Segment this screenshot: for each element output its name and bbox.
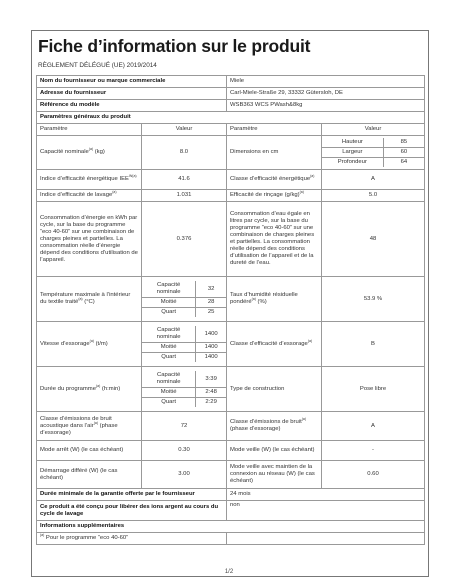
load-label: Moitié [142,343,196,353]
spin-speed-cell [142,322,227,367]
supplier-value: Miele [227,76,425,88]
load-label: Capacité nominale [142,371,196,388]
table-row [37,112,425,124]
regulation-text: RÈGLEMENT DÉLÉGUÉ (UE) 2019/2014 [38,62,157,69]
off-mode-value: 0.30 [142,441,227,461]
table-row [37,533,425,545]
networked-standby-label: Mode veille avec maintien de la connexion au réseau (W) (le cas échéant) [227,461,322,489]
energy-consumption-value: 0.376 [142,202,227,277]
eei-value: 41.6 [142,170,227,190]
load-label: Quart [161,354,176,360]
table-row [37,521,425,533]
warranty-value: 24 mois [227,489,425,501]
load-value: 25 [196,308,226,318]
delay-start-value: 3.00 [142,461,227,489]
networked-standby-value: 0.60 [322,461,425,489]
temperature-cell [142,277,227,322]
silver-value: non [227,501,425,521]
dimensions-cell [322,136,425,170]
spin-class-value: B [322,322,425,367]
temperature-label: Température maximale à l’intérieur du textile traité$^{(a)}$ (°C) [37,277,142,322]
col-header-param-2: Paramètre [227,124,322,136]
supplier-label: Nom du fournisseur ou marque commerciale [37,76,227,88]
dimensions-label: Dimensions en cm [227,136,322,170]
load-value: 1400 [196,353,226,363]
table-header-row [37,124,425,136]
table-row [37,322,425,367]
table-row [37,202,425,277]
water-consumption-value: 48 [322,202,425,277]
dimension-label: Hauteur [322,138,383,148]
address-value: Carl-Miele-Straße 29, 33332 Gütersloh, DE [227,88,425,100]
table-row [37,412,425,441]
table-row [37,170,425,190]
eei-label: Indice d’efficacité énergétique $IEE^{W(a)}$ [37,170,142,190]
page-number: 1/2 [224,569,234,575]
spin-speed-label: Vitesse d’essorage$^{(a)}$ (t/m) [37,322,142,367]
table-row [37,501,425,521]
product-info-table [36,75,425,545]
page-title: Fiche d’information sur le produit [38,36,311,56]
duration-label: Durée du programme$^{(a)}$ (h:min) [37,367,142,412]
col-header-value: Valeur [142,124,227,136]
energy-class-label: Classe d’efficacité énergétique$^{(a)}$ [227,170,322,190]
load-value: 2:48 [196,388,226,398]
load-label: Moitié [142,388,196,398]
dimension-value: 60 [383,148,424,158]
table-row [37,441,425,461]
general-heading: Paramètres généraux du produit [37,112,425,124]
table-row [37,76,425,88]
off-mode-label: Mode arrêt (W) (le cas échéant) [37,441,142,461]
capacity-label: Capacité nominale$^{(a)}$ (kg) [37,136,142,170]
standby-value: - [322,441,425,461]
model-value: WSB363 WCS PWash&8kg [227,100,425,112]
additional-heading: Informations supplémentaires [37,521,425,533]
table-row [37,489,425,501]
load-label: Moitié [142,298,196,308]
washing-index-value: 1.031 [142,190,227,202]
table-row [37,88,425,100]
load-value: 28 [196,298,226,308]
table-row [37,277,425,322]
warranty-label: Durée minimale de la garantie offerte par le fournisseur [37,489,227,501]
footnote-empty [227,533,425,545]
load-label: Capacité nominale [142,281,196,298]
dimension-label: Largeur [322,148,383,158]
table-row [37,367,425,412]
model-label: Référence du modèle [37,100,227,112]
energy-class-value: A [322,170,425,190]
load-value: 2:29 [196,398,226,408]
duration-cell [142,367,227,412]
capacity-value: 8.0 [142,136,227,170]
table-row [37,190,425,202]
dimension-value: 85 [383,138,424,148]
noise-class-value: A [322,412,425,441]
footnote: $^{(a)}$ Pour le programme “eco 40-60” [37,533,227,545]
noise-class-label: Classe d’émissions de bruit$^{(a)}$ (phase d’essorage) [227,412,322,441]
load-label: Quart [161,309,176,315]
table-row [37,100,425,112]
washing-index-label: Indice d’efficacité de lavage$^{(a)}$ [37,190,142,202]
spin-class-label: Classe d’efficacité d’essorage$^{(a)}$ [227,322,322,367]
energy-consumption-label: Consommation d’énergie en kWh par cycle, sur la base du programme “eco 40-60” sur une combinaison de charges pleines et partielles. La consommation réelle d’énergie dépend des conditions d’utilisation de l’appareil. [37,202,142,277]
load-value: 1400 [196,326,226,343]
load-value: 32 [196,281,226,298]
load-value: 1400 [196,343,226,353]
dimension-value: 64 [383,158,424,168]
table-row [37,461,425,489]
noise-label: Classe d’émissions de bruit acoustique dans l’air$^{(a)}$ (phase d’essorage) [37,412,142,441]
humidity-label: Taux d’humidité résiduelle pondéré$^{(a)}$ (%) [227,277,322,322]
load-label: Quart [161,399,176,405]
construction-value: Pose libre [322,367,425,412]
dimension-label: Profondeur [337,159,367,165]
load-label: Capacité nominale [142,326,196,343]
humidity-value: 53.9 % [322,277,425,322]
col-header-param: Paramètre [37,124,142,136]
rinsing-label: Efficacité de rinçage $(g/kg)^{(a)}$ [227,190,322,202]
noise-value: 72 [142,412,227,441]
delay-start-label: Démarrage différé (W) (le cas échéant) [37,461,142,489]
standby-label: Mode veille (W) (le cas échéant) [227,441,322,461]
rinsing-value: 5.0 [322,190,425,202]
load-value: 3:39 [196,371,226,388]
water-consumption-label: Consommation d’eau égale en litres par cycle, sur la base du programme “eco 40-60” sur une combinaison de charges pleines et partielles. La consommation réelle dépend des conditions d’utilisation de l’appareil et de la dureté de l’eau. [227,202,322,277]
silver-label: Ce produit a été conçu pour libérer des ions argent au cours du cycle de lavage [37,501,227,521]
col-header-value-2: Valeur [322,124,425,136]
construction-label: Type de construction [227,367,322,412]
table-row [37,136,425,170]
address-label: Adresse du fournisseur [37,88,227,100]
